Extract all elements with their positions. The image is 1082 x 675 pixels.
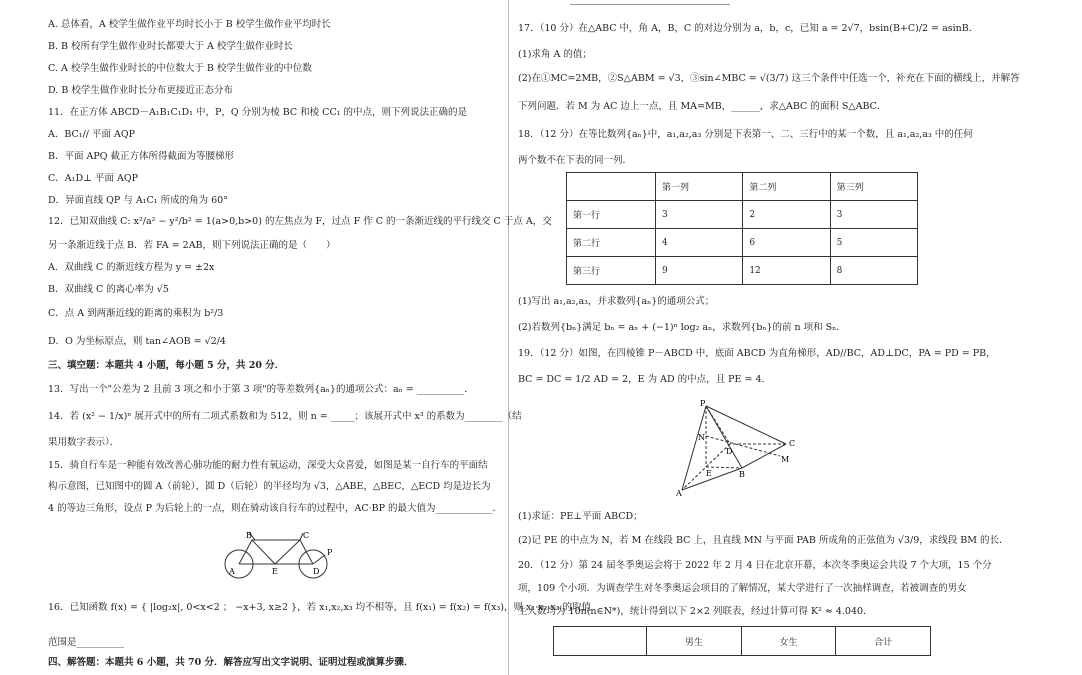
- table-row: [567, 173, 918, 201]
- section-4-heading: 四、解答题：本题共 6 小题，共 70 分．解答应写出文字说明、证明过程或演算步骤．: [48, 657, 414, 668]
- pyramid-label-d: D: [726, 447, 733, 456]
- q17-stem: 17．（10 分）在△ABC 中，角 A，B，C 的对边分别为 a，b，c，已知 a = 2√7，bsin(B+C)/2 = asinB．: [518, 23, 979, 34]
- bike-label-d: D: [313, 567, 320, 576]
- table-cell: [567, 173, 656, 201]
- q20-stem: 20．（12 分）第 24 届冬季奥运会将于 2022 年 2 月 4 日在北京开幕，本次冬季奥运会共设 7 个大项，15 个分: [518, 560, 992, 571]
- column-divider: [508, 0, 509, 675]
- q18-stem-cont: 两个数不在下表的同一列．: [518, 155, 633, 166]
- q20-stem-2: 项，109 个小项．为调查学生对冬季奥运会项目的了解情况，某大学进行了一次抽样调查，若被调查的男女: [518, 583, 967, 594]
- q12-option-d: D．O 为坐标原点，则 tan∠AOB = √2/4: [48, 336, 226, 347]
- q17-part-2-cont: 下列问题．若 M 为 AC 边上一点，且 MA=MB，______，求△ABC 的面积 S△ABC．: [518, 101, 887, 112]
- pyramid-label-n: N: [698, 433, 705, 442]
- q11-stem: 11．在正方体 ABCD－A₁B₁C₁D₁ 中，P，Q 分别为棱 BC 和棱 CC₁ 的中点，则下列说法正确的是: [48, 107, 468, 118]
- pyramid-figure: [676, 398, 806, 498]
- table-cell: 5: [830, 229, 917, 257]
- q12-option-a: A．双曲线 C 的渐近线方程为 y = ±2x: [48, 262, 215, 273]
- q10-option-d: D. B 校学生做作业时长分布更接近正态分布: [48, 85, 233, 96]
- table-cell: 12: [743, 257, 830, 285]
- q11-option-d: D．异面直线 QP 与 A₁C₁ 所成的角为 60°: [48, 195, 228, 206]
- q19-stem: 19．（12 分）如图，在四棱锥 P－ABCD 中，底面 ABCD 为直角梯形，AD//BC，AD⊥DC，PA = PD = PB，: [518, 348, 996, 359]
- table-cell: 合计: [836, 627, 931, 656]
- bike-label-e: E: [272, 567, 278, 576]
- q20-stem-3: 生人数均为 10n(n∈N*)，统计得到以下 2×2 列联表，经过计算可得 K² ≈ 4.040．: [518, 606, 873, 617]
- table-row: [567, 229, 918, 257]
- q10-option-b: B. B 校所有学生做作业时长都要大于 A 校学生做作业时长: [48, 41, 293, 52]
- bicycle-figure: [215, 524, 345, 584]
- q12-option-b: B．双曲线 C 的离心率为 √5: [48, 284, 169, 295]
- pyramid-label-a: A: [676, 489, 682, 498]
- q13: 13．写出一个"公差为 2 且前 3 项之和小于第 3 项"的等差数列{aₙ}的通项公式：aₙ = __________．: [48, 384, 474, 395]
- bike-label-p: P: [327, 548, 333, 557]
- q19-part-2: (2)记 PE 的中点为 N，若 M 在线段 BC 上，且直线 MN 与平面 PAB 所成角的正弦值为 √3/9，求线段 BM 的长．: [518, 535, 1009, 546]
- q15-line-1: 15．骑自行车是一种能有效改善心肺功能的耐力性有氧运动，深受大众喜爱，如图是某一自行车的平面结: [48, 460, 488, 471]
- pyramid-label-m: M: [781, 455, 790, 464]
- q12-option-c: C．点 A 到两渐近线的距离的乘积为 b²/3: [48, 308, 224, 319]
- q19-stem-cont: BC = DC = 1/2 AD = 2，E 为 AD 的中点，且 PE = 4．: [518, 374, 772, 385]
- table-cell: 男生: [647, 627, 742, 656]
- q16: 16．已知函数 f(x) = { |log₂x|, 0<x<2 ； −x+3, x≥2 }，若 x₁,x₂,x₃ 均不相等，且 f(x₁) = f(x₂) = f(x₃)，则 x₁·x₂·x₃ 的取值: [48, 602, 592, 613]
- q14: 14．若 (x² − 1/x)ⁿ 展开式中的所有二项式系数和为 512，则 n = _____；该展开式中 x³ 的系数为________（结: [48, 411, 522, 422]
- table-cell: 8: [830, 257, 917, 285]
- q12-stem: 12．已知双曲线 C: x²/a² − y²/b² = 1(a>0,b>0) 的左焦点为 F，过点 F 作 C 的一条渐近线的平行线交 C 于点 A，交: [48, 216, 552, 227]
- bike-label-a: A: [229, 567, 235, 576]
- q17-part-1: (1)求角 A 的值；: [518, 49, 592, 60]
- table-cell: 9: [656, 257, 743, 285]
- q15-line-2: 构示意图，已知图中的圆 A（前轮），圆 D（后轮）的半径均为 √3，△ABE，△BEC，△ECD 均是边长为: [48, 481, 491, 492]
- q17-part-2: (2)在①MC=2MB，②S△ABM = √3，③sin∠MBC = √(3/7) 这三个条件中任选一个，补充在下面的横线上，并解答: [518, 73, 1020, 84]
- q11-option-a: A．BC₁// 平面 AQP: [48, 129, 136, 140]
- q10-option-c: C. A 校学生做作业时长的中位数大于 B 校学生做作业的中位数: [48, 63, 312, 74]
- pyramid-label-c: C: [789, 439, 796, 448]
- q18-stem: 18．（12 分）在等比数列{aₙ}中，a₁,a₂,a₃ 分别是下表第一、二、三行中的某一个数，且 a₁,a₂,a₃ 中的任何: [518, 129, 973, 140]
- q11-option-b: B．平面 APQ 截正方体所得截面为等腰梯形: [48, 151, 235, 162]
- q12-stem-cont: 另一条渐近线于点 B．若 FA = 2AB，则下列说法正确的是（ ）: [48, 240, 336, 251]
- q18-part-1: (1)写出 a₁,a₂,a₃，并求数列{aₙ}的通项公式；: [518, 296, 715, 307]
- q18-table: [566, 172, 918, 285]
- table-cell: 第二列: [743, 173, 830, 201]
- table-cell: 3: [656, 201, 743, 229]
- table-row: [567, 201, 918, 229]
- table-cell: [554, 627, 647, 656]
- table-cell: 第一行: [567, 201, 656, 229]
- q19-part-1: (1)求证：PE⊥平面 ABCD；: [518, 511, 643, 522]
- table-cell: 第三行: [567, 257, 656, 285]
- q16-cont: 范围是__________: [48, 637, 125, 648]
- q15-line-3: 4 的等边三角形，设点 P 为后轮上的一点，则在骑动该自行车的过程中，AC·BP 的最大值为____________．: [48, 503, 503, 514]
- header-rule: [570, 0, 730, 5]
- q20-contingency-table: [553, 626, 931, 656]
- section-3-heading: 三、填空题：本题共 4 小题，每小题 5 分，共 20 分．: [48, 360, 285, 371]
- bike-label-c: C: [303, 531, 310, 540]
- bike-label-b: B: [246, 531, 252, 540]
- table-row: [567, 257, 918, 285]
- table-cell: 4: [656, 229, 743, 257]
- table-row: [554, 627, 931, 656]
- pyramid-label-e: E: [706, 469, 712, 478]
- table-cell: 2: [743, 201, 830, 229]
- pyramid-label-b: B: [739, 470, 745, 479]
- q10-option-a: A. 总体看，A 校学生做作业平均时长小于 B 校学生做作业平均时长: [48, 19, 331, 30]
- table-cell: 第一列: [656, 173, 743, 201]
- pyramid-label-p: P: [700, 399, 706, 408]
- table-cell: 6: [743, 229, 830, 257]
- table-cell: 女生: [741, 627, 836, 656]
- q14-cont: 果用数字表示）．: [48, 437, 120, 448]
- table-cell: 第三列: [830, 173, 917, 201]
- q18-part-2: (2)若数列{bₙ}满足 bₙ = aₙ + (−1)ⁿ log₂ aₙ，求数列{bₙ}的前 n 项和 Sₙ．: [518, 322, 846, 333]
- q11-option-c: C．A₁D⊥ 平面 AQP: [48, 173, 139, 184]
- table-cell: 3: [830, 201, 917, 229]
- table-cell: 第二行: [567, 229, 656, 257]
